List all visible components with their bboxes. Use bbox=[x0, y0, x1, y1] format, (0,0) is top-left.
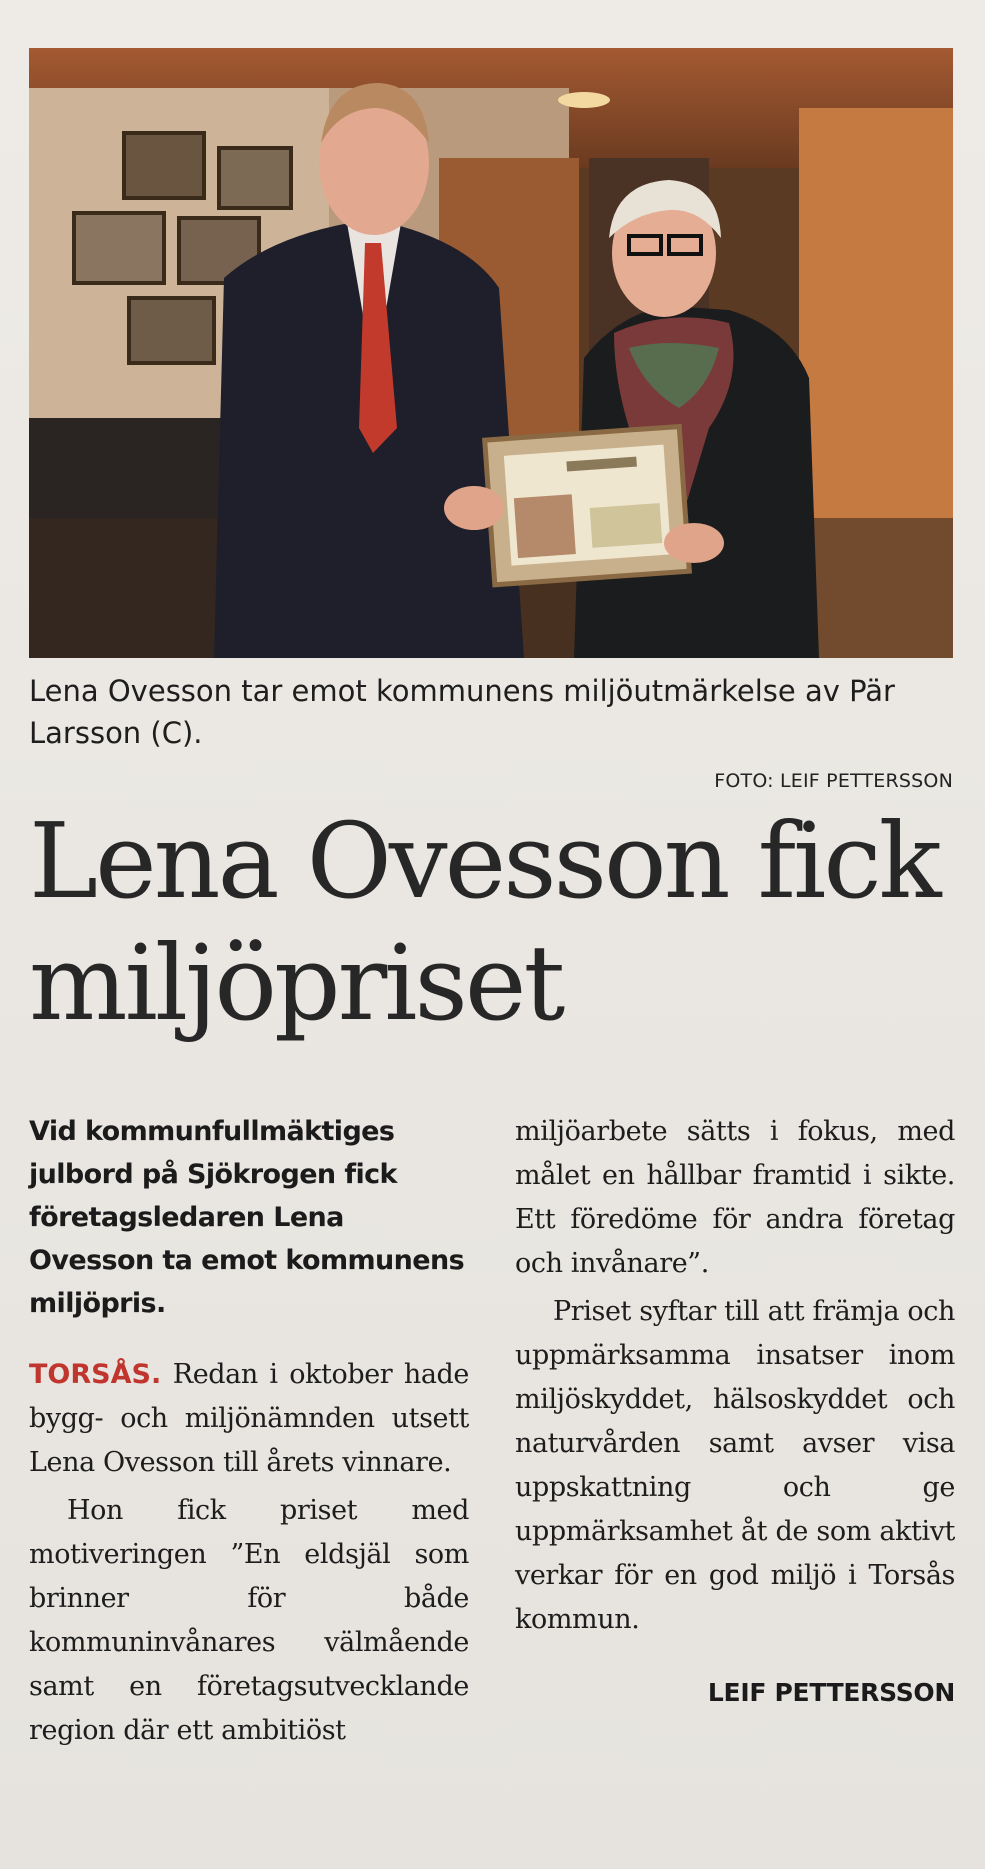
photo-credit: FOTO: LEIF PETTERSSON bbox=[714, 770, 953, 792]
article-paragraph: Priset syftar till att främja och uppmärksamma insatser inom miljöskyddet, hälsoskyddet och naturvården samt avser visa uppskattning och ge uppmärksamhet åt de som aktivt verkar för en god miljö i Torsås kommun. bbox=[515, 1296, 955, 1635]
article-column-right bbox=[515, 1110, 955, 1707]
article-photo bbox=[29, 48, 953, 658]
article-column-left bbox=[29, 1110, 469, 1753]
dateline: TORSÅS. bbox=[29, 1359, 162, 1390]
photo-caption: Lena Ovesson tar emot kommunens miljöutmärkelse av Pär Larsson (C). bbox=[29, 674, 895, 750]
article-headline: Lena Ovesson fick miljöpriset bbox=[29, 800, 939, 1044]
article-paragraph: Hon fick priset med motiveringen ”En eldsjäl som brinner för både kommuninvånares välmående samt en företagsutvecklande region där ett ambitiöst bbox=[29, 1495, 469, 1746]
author-byline: LEIF PETTERSSON bbox=[707, 1678, 955, 1707]
paragraph-text: Redan i oktober hade bygg- och miljönämnden utsett Lena Ovesson till årets vinnare. bbox=[29, 1359, 469, 1478]
article-ingress: Vid kommunfullmäktiges julbord på Sjökrogen fick företagsledaren Lena Ovesson ta emot kommunens miljöpris. bbox=[29, 1116, 465, 1319]
article-paragraph bbox=[29, 1353, 469, 1485]
award-photo-illustration bbox=[29, 48, 953, 658]
article-paragraph: miljöarbete sätts i fokus, med målet en hållbar framtid i sikte. Ett föredöme för andra företag och invånare”. bbox=[515, 1116, 955, 1279]
